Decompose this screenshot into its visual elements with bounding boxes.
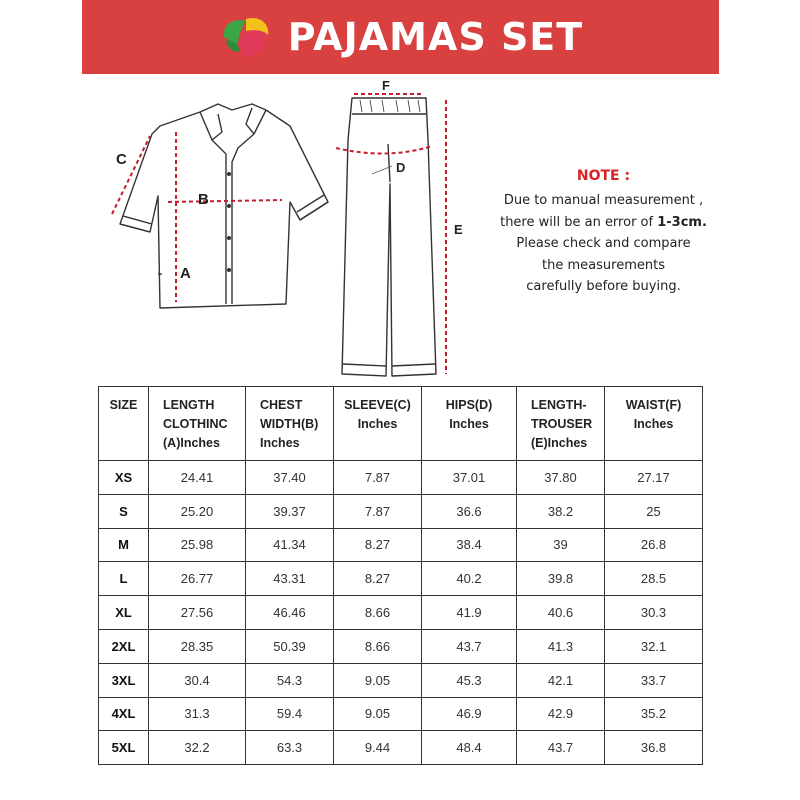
note-error-range: 1-3cm. <box>657 214 707 230</box>
table-header-text: WIDTH(B) <box>260 417 319 431</box>
measurement-cell: 25.98 <box>149 528 246 562</box>
table-header-text: Inches <box>260 436 300 450</box>
measurement-cell: 30.3 <box>605 596 703 630</box>
pants-illustration <box>342 98 436 376</box>
measurement-cell: 43.31 <box>246 562 334 596</box>
size-chart-table <box>98 386 703 765</box>
measurement-cell: 32.1 <box>605 629 703 663</box>
size-label-cell: XL <box>99 596 149 630</box>
measurement-cell: 39 <box>517 528 605 562</box>
table-row <box>99 528 703 562</box>
measurement-cell: 48.4 <box>422 731 517 765</box>
table-header-text: (A)Inches <box>163 436 220 450</box>
label-d: D <box>396 160 406 175</box>
note-title: NOTE : <box>576 168 631 184</box>
measurement-cell: 9.44 <box>334 731 422 765</box>
table-row <box>99 629 703 663</box>
shirt-illustration <box>120 104 328 308</box>
size-label-cell: L <box>99 562 149 596</box>
table-header-cell <box>605 387 703 461</box>
measurement-cell: 8.27 <box>334 562 422 596</box>
note-line-4: the measurements <box>542 257 665 273</box>
table-row <box>99 494 703 528</box>
measurement-cell: 37.01 <box>422 461 517 495</box>
measurement-cell: 33.7 <box>605 663 703 697</box>
table-body <box>99 461 703 765</box>
table-row <box>99 596 703 630</box>
table-header-text: CLOTHINC <box>163 417 228 431</box>
note-line-1: Due to manual measurement , <box>503 193 704 208</box>
label-c: C <box>116 151 127 168</box>
measurement-cell: 39.37 <box>246 494 334 528</box>
note-line-2-text: there will be an error of <box>500 214 658 230</box>
measurement-cell: 39.8 <box>517 562 605 596</box>
table-header-text: LENGTH <box>163 398 215 412</box>
label-e: E <box>454 222 463 237</box>
note-line-2 <box>486 212 721 234</box>
table-row <box>99 697 703 731</box>
measurement-cell: 8.27 <box>334 528 422 562</box>
measurement-cell: 41.3 <box>517 629 605 663</box>
measurement-cell: 26.77 <box>149 562 246 596</box>
measurement-cell: 28.35 <box>149 629 246 663</box>
measurement-note <box>486 168 721 298</box>
table-header-text: Inches <box>357 417 398 431</box>
measurement-cell: 7.87 <box>334 461 422 495</box>
note-line-3: Please check and compare <box>516 236 691 251</box>
measurement-cell: 37.40 <box>246 461 334 495</box>
measurement-cell: 43.7 <box>422 629 517 663</box>
measurement-cell: 40.2 <box>422 562 517 596</box>
measurement-cell: 25.20 <box>149 494 246 528</box>
table-header-text: WAIST(F) <box>625 398 682 412</box>
label-a: A <box>180 265 191 282</box>
measurement-cell: 54.3 <box>246 663 334 697</box>
size-label-cell: 3XL <box>99 663 149 697</box>
size-label-cell: XS <box>99 461 149 495</box>
measurement-cell: 38.2 <box>517 494 605 528</box>
measurement-cell: 25 <box>605 494 703 528</box>
note-line-5: carefully before buying. <box>526 279 681 294</box>
table-header-text: (E)Inches <box>531 436 588 450</box>
table-header-row <box>99 387 703 461</box>
measurement-cell: 46.46 <box>246 596 334 630</box>
table-row <box>99 461 703 495</box>
measurement-cell: 9.05 <box>334 663 422 697</box>
label-f: F <box>382 78 390 93</box>
measurement-cell: 28.5 <box>605 562 703 596</box>
measurement-cell: 31.3 <box>149 697 246 731</box>
measurement-cell: 27.17 <box>605 461 703 495</box>
measurement-cell: 8.66 <box>334 596 422 630</box>
measurement-cell: 36.8 <box>605 731 703 765</box>
size-label-cell: S <box>99 494 149 528</box>
measurement-cell: 45.3 <box>422 663 517 697</box>
table-header-cell <box>99 387 149 461</box>
size-label-cell: 4XL <box>99 697 149 731</box>
measurement-cell: 38.4 <box>422 528 517 562</box>
measurement-cell: 32.2 <box>149 731 246 765</box>
table-header-text: LENGTH- <box>531 398 587 412</box>
measurement-cell: 41.9 <box>422 596 517 630</box>
measurement-cell: 46.9 <box>422 697 517 731</box>
size-label-cell: M <box>99 528 149 562</box>
measurement-cell: 59.4 <box>246 697 334 731</box>
measurement-cell: 37.80 <box>517 461 605 495</box>
table-row <box>99 731 703 765</box>
label-b: B <box>198 191 209 208</box>
table-header-cell <box>517 387 605 461</box>
table-row <box>99 663 703 697</box>
table-header-text: Inches <box>449 417 489 431</box>
size-label-cell: 2XL <box>99 629 149 663</box>
table-header-text: TROUSER <box>531 417 593 431</box>
measurement-cell: 26.8 <box>605 528 703 562</box>
table-header-text: Inches <box>633 417 674 431</box>
table-header-text: SLEEVE(C) <box>344 398 411 412</box>
measurement-cell: 35.2 <box>605 697 703 731</box>
measurement-cell: 8.66 <box>334 629 422 663</box>
measurement-cell: 42.1 <box>517 663 605 697</box>
measurement-cell: 40.6 <box>517 596 605 630</box>
measurement-cell: 30.4 <box>149 663 246 697</box>
table-header-cell <box>422 387 517 461</box>
size-label-cell: 5XL <box>99 731 149 765</box>
page-title: PAJAMAS SET <box>287 15 584 59</box>
measurement-cell: 24.41 <box>149 461 246 495</box>
table-header-cell <box>149 387 246 461</box>
table-header-text: HIPS(D) <box>445 398 493 412</box>
measurement-cell: 36.6 <box>422 494 517 528</box>
table-row <box>99 562 703 596</box>
measurement-cell: 41.34 <box>246 528 334 562</box>
measurement-cell: 63.3 <box>246 731 334 765</box>
table-header-text: CHEST <box>260 398 303 412</box>
colorful-leaf-logo-icon <box>218 13 274 61</box>
table-header-text: SIZE <box>109 398 138 412</box>
measurement-cell: 7.87 <box>334 494 422 528</box>
measurement-cell: 43.7 <box>517 731 605 765</box>
title-banner <box>82 0 719 74</box>
measurement-cell: 50.39 <box>246 629 334 663</box>
table-header-cell <box>334 387 422 461</box>
measurement-cell: 42.9 <box>517 697 605 731</box>
measurement-cell: 9.05 <box>334 697 422 731</box>
table-header-cell <box>246 387 334 461</box>
measurement-cell: 27.56 <box>149 596 246 630</box>
